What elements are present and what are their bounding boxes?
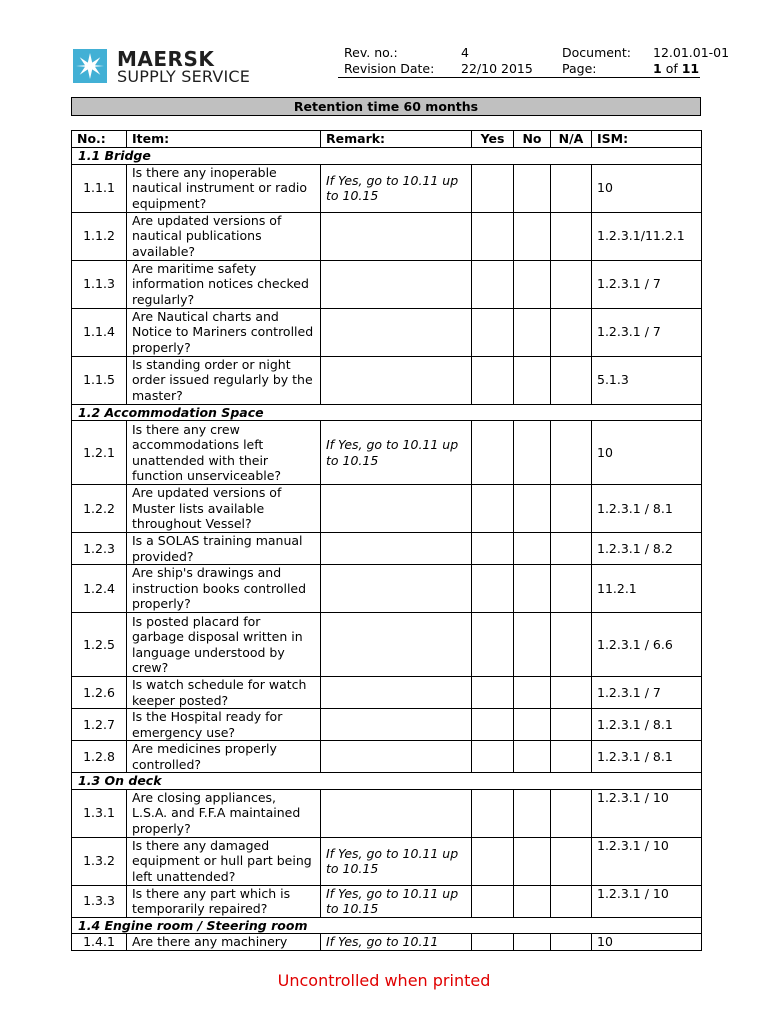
meta-labels-right bbox=[562, 45, 631, 77]
remark-text bbox=[321, 485, 472, 533]
section-row bbox=[72, 404, 702, 421]
section-title: 1.2 Accommodation Space bbox=[72, 404, 702, 421]
remark-text: If Yes, go to 10.11 up to 10.15 bbox=[321, 164, 472, 212]
item-text: Is the Hospital ready for emergency use? bbox=[127, 709, 321, 741]
item-number: 1.2.4 bbox=[72, 565, 127, 613]
ism-reference: 1.2.3.1 / 7 bbox=[592, 308, 702, 356]
item-text: Are updated versions of Muster lists available throughout Vessel? bbox=[127, 485, 321, 533]
item-text: Are there any machinery bbox=[127, 934, 321, 951]
table-row bbox=[72, 709, 702, 741]
yes-cell bbox=[472, 260, 514, 308]
page-value bbox=[653, 61, 729, 77]
no-cell bbox=[514, 934, 551, 951]
retention-banner: Retention time 60 months bbox=[71, 97, 701, 116]
remark-text bbox=[321, 260, 472, 308]
logo-line1: MAERSK bbox=[117, 47, 215, 71]
table-row bbox=[72, 789, 702, 837]
no-cell bbox=[514, 212, 551, 260]
na-cell bbox=[551, 709, 592, 741]
ism-reference: 10 bbox=[592, 934, 702, 951]
header-divider bbox=[338, 77, 700, 78]
item-text: Are maritime safety information notices checked regularly? bbox=[127, 260, 321, 308]
yes-cell bbox=[472, 485, 514, 533]
star-icon bbox=[73, 49, 107, 83]
section-row bbox=[72, 917, 702, 934]
item-number: 1.3.1 bbox=[72, 789, 127, 837]
item-text: Is there any inoperable nautical instrument or radio equipment? bbox=[127, 164, 321, 212]
page-label: Page: bbox=[562, 61, 597, 76]
yes-cell bbox=[472, 789, 514, 837]
no-cell bbox=[514, 308, 551, 356]
item-text: Are closing appliances, L.S.A. and F.F.A maintained properly? bbox=[127, 789, 321, 837]
section-title: 1.4 Engine room / Steering room bbox=[72, 917, 702, 934]
ism-reference: 1.2.3.1 / 8.1 bbox=[592, 741, 702, 773]
remark-text: If Yes, go to 10.11 up to 10.15 bbox=[321, 421, 472, 485]
remark-text bbox=[321, 212, 472, 260]
remark-text bbox=[321, 741, 472, 773]
header-no-answer: No bbox=[514, 131, 551, 148]
ism-reference: 10 bbox=[592, 164, 702, 212]
item-number: 1.2.2 bbox=[72, 485, 127, 533]
item-number: 1.1.2 bbox=[72, 212, 127, 260]
yes-cell bbox=[472, 934, 514, 951]
table-row bbox=[72, 356, 702, 404]
yes-cell bbox=[472, 533, 514, 565]
remark-text bbox=[321, 533, 472, 565]
item-number: 1.1.5 bbox=[72, 356, 127, 404]
meta-values-left bbox=[461, 45, 533, 77]
item-text: Is standing order or night order issued regularly by the master? bbox=[127, 356, 321, 404]
table-row bbox=[72, 533, 702, 565]
checklist-body bbox=[72, 148, 702, 951]
header-remark: Remark: bbox=[321, 131, 472, 148]
remark-text: If Yes, go to 10.11 bbox=[321, 934, 472, 951]
item-number: 1.3.2 bbox=[72, 837, 127, 885]
yes-cell bbox=[472, 308, 514, 356]
table-row bbox=[72, 212, 702, 260]
ism-reference: 1.2.3.1/11.2.1 bbox=[592, 212, 702, 260]
yes-cell bbox=[472, 565, 514, 613]
ism-reference: 1.2.3.1 / 7 bbox=[592, 677, 702, 709]
yes-cell bbox=[472, 613, 514, 677]
table-row bbox=[72, 260, 702, 308]
rev-no-label: Rev. no.: bbox=[344, 45, 398, 60]
ism-reference: 1.2.3.1 / 8.1 bbox=[592, 485, 702, 533]
meta-values-right bbox=[653, 45, 729, 77]
section-row bbox=[72, 773, 702, 790]
item-number: 1.2.6 bbox=[72, 677, 127, 709]
company-logo bbox=[73, 49, 283, 89]
item-number: 1.2.8 bbox=[72, 741, 127, 773]
rev-no-value: 4 bbox=[461, 45, 469, 60]
item-number: 1.3.3 bbox=[72, 885, 127, 917]
table-row bbox=[72, 308, 702, 356]
table-row bbox=[72, 741, 702, 773]
ism-reference: 11.2.1 bbox=[592, 565, 702, 613]
header-item: Item: bbox=[127, 131, 321, 148]
yes-cell bbox=[472, 356, 514, 404]
no-cell bbox=[514, 164, 551, 212]
remark-text bbox=[321, 789, 472, 837]
na-cell bbox=[551, 533, 592, 565]
no-cell bbox=[514, 533, 551, 565]
na-cell bbox=[551, 885, 592, 917]
checklist-table bbox=[71, 130, 702, 951]
revision-date-label: Revision Date: bbox=[344, 61, 435, 76]
na-cell bbox=[551, 308, 592, 356]
no-cell bbox=[514, 356, 551, 404]
remark-text bbox=[321, 308, 472, 356]
header-ism: ISM: bbox=[592, 131, 702, 148]
na-cell bbox=[551, 565, 592, 613]
ism-reference: 1.2.3.1 / 6.6 bbox=[592, 613, 702, 677]
no-cell bbox=[514, 741, 551, 773]
table-row bbox=[72, 885, 702, 917]
na-cell bbox=[551, 837, 592, 885]
item-text: Is a SOLAS training manual provided? bbox=[127, 533, 321, 565]
na-cell bbox=[551, 741, 592, 773]
ism-reference: 1.2.3.1 / 8.1 bbox=[592, 709, 702, 741]
meta-labels-left bbox=[344, 45, 434, 77]
item-number: 1.1.1 bbox=[72, 164, 127, 212]
na-cell bbox=[551, 260, 592, 308]
item-text: Is there any damaged equipment or hull part being left unattended? bbox=[127, 837, 321, 885]
item-text: Is there any crew accommodations left unattended with their function unserviceable? bbox=[127, 421, 321, 485]
remark-text bbox=[321, 565, 472, 613]
uncontrolled-footer: Uncontrolled when printed bbox=[277, 971, 491, 990]
na-cell bbox=[551, 164, 592, 212]
remark-text: If Yes, go to 10.11 up to 10.15 bbox=[321, 837, 472, 885]
remark-text bbox=[321, 709, 472, 741]
no-cell bbox=[514, 485, 551, 533]
na-cell bbox=[551, 677, 592, 709]
item-text: Are medicines properly controlled? bbox=[127, 741, 321, 773]
ism-reference: 10 bbox=[592, 421, 702, 485]
item-text: Is watch schedule for watch keeper posted? bbox=[127, 677, 321, 709]
item-number: 1.2.5 bbox=[72, 613, 127, 677]
ism-reference: 1.2.3.1 / 8.2 bbox=[592, 533, 702, 565]
yes-cell bbox=[472, 421, 514, 485]
ism-reference: 1.2.3.1 / 10 bbox=[592, 837, 702, 885]
item-number: 1.1.3 bbox=[72, 260, 127, 308]
revision-date-value: 22/10 2015 bbox=[461, 61, 533, 76]
remark-text: If Yes, go to 10.11 up to 10.15 bbox=[321, 885, 472, 917]
no-cell bbox=[514, 421, 551, 485]
section-row bbox=[72, 148, 702, 165]
page-current: 1 bbox=[653, 61, 662, 76]
no-cell bbox=[514, 885, 551, 917]
section-title: 1.1 Bridge bbox=[72, 148, 702, 165]
yes-cell bbox=[472, 741, 514, 773]
no-cell bbox=[514, 565, 551, 613]
item-number: 1.4.1 bbox=[72, 934, 127, 951]
page-of: of bbox=[665, 61, 678, 76]
no-cell bbox=[514, 789, 551, 837]
table-row bbox=[72, 421, 702, 485]
table-row bbox=[72, 934, 702, 951]
no-cell bbox=[514, 677, 551, 709]
remark-text bbox=[321, 356, 472, 404]
item-number: 1.2.3 bbox=[72, 533, 127, 565]
no-cell bbox=[514, 260, 551, 308]
item-number: 1.2.1 bbox=[72, 421, 127, 485]
item-text: Is posted placard for garbage disposal written in language understood by crew? bbox=[127, 613, 321, 677]
section-title: 1.3 On deck bbox=[72, 773, 702, 790]
item-text: Are Nautical charts and Notice to Mariners controlled properly? bbox=[127, 308, 321, 356]
ism-reference: 1.2.3.1 / 10 bbox=[592, 789, 702, 837]
remark-text bbox=[321, 613, 472, 677]
no-cell bbox=[514, 613, 551, 677]
na-cell bbox=[551, 356, 592, 404]
item-number: 1.2.7 bbox=[72, 709, 127, 741]
page-total: 11 bbox=[681, 61, 700, 76]
yes-cell bbox=[472, 709, 514, 741]
no-cell bbox=[514, 709, 551, 741]
na-cell bbox=[551, 212, 592, 260]
na-cell bbox=[551, 934, 592, 951]
item-number: 1.1.4 bbox=[72, 308, 127, 356]
yes-cell bbox=[472, 837, 514, 885]
remark-text bbox=[321, 677, 472, 709]
na-cell bbox=[551, 789, 592, 837]
document-value: 12.01.01-01 bbox=[653, 45, 730, 60]
na-cell bbox=[551, 421, 592, 485]
table-row bbox=[72, 164, 702, 212]
item-text: Are updated versions of nautical publications available? bbox=[127, 212, 321, 260]
item-text: Are ship's drawings and instruction books controlled properly? bbox=[127, 565, 321, 613]
ism-reference: 5.1.3 bbox=[592, 356, 702, 404]
table-row bbox=[72, 837, 702, 885]
table-header-row bbox=[72, 131, 702, 148]
yes-cell bbox=[472, 212, 514, 260]
table-row bbox=[72, 613, 702, 677]
ism-reference: 1.2.3.1 / 7 bbox=[592, 260, 702, 308]
header-no: No.: bbox=[72, 131, 127, 148]
document-label: Document: bbox=[562, 45, 631, 60]
na-cell bbox=[551, 613, 592, 677]
no-cell bbox=[514, 837, 551, 885]
yes-cell bbox=[472, 164, 514, 212]
header-yes: Yes bbox=[472, 131, 514, 148]
na-cell bbox=[551, 485, 592, 533]
yes-cell bbox=[472, 885, 514, 917]
yes-cell bbox=[472, 677, 514, 709]
table-row bbox=[72, 677, 702, 709]
item-text: Is there any part which is temporarily repaired? bbox=[127, 885, 321, 917]
ism-reference: 1.2.3.1 / 10 bbox=[592, 885, 702, 917]
header-na: N/A bbox=[551, 131, 592, 148]
logo-line2: SUPPLY SERVICE bbox=[117, 67, 251, 86]
table-row bbox=[72, 565, 702, 613]
table-row bbox=[72, 485, 702, 533]
